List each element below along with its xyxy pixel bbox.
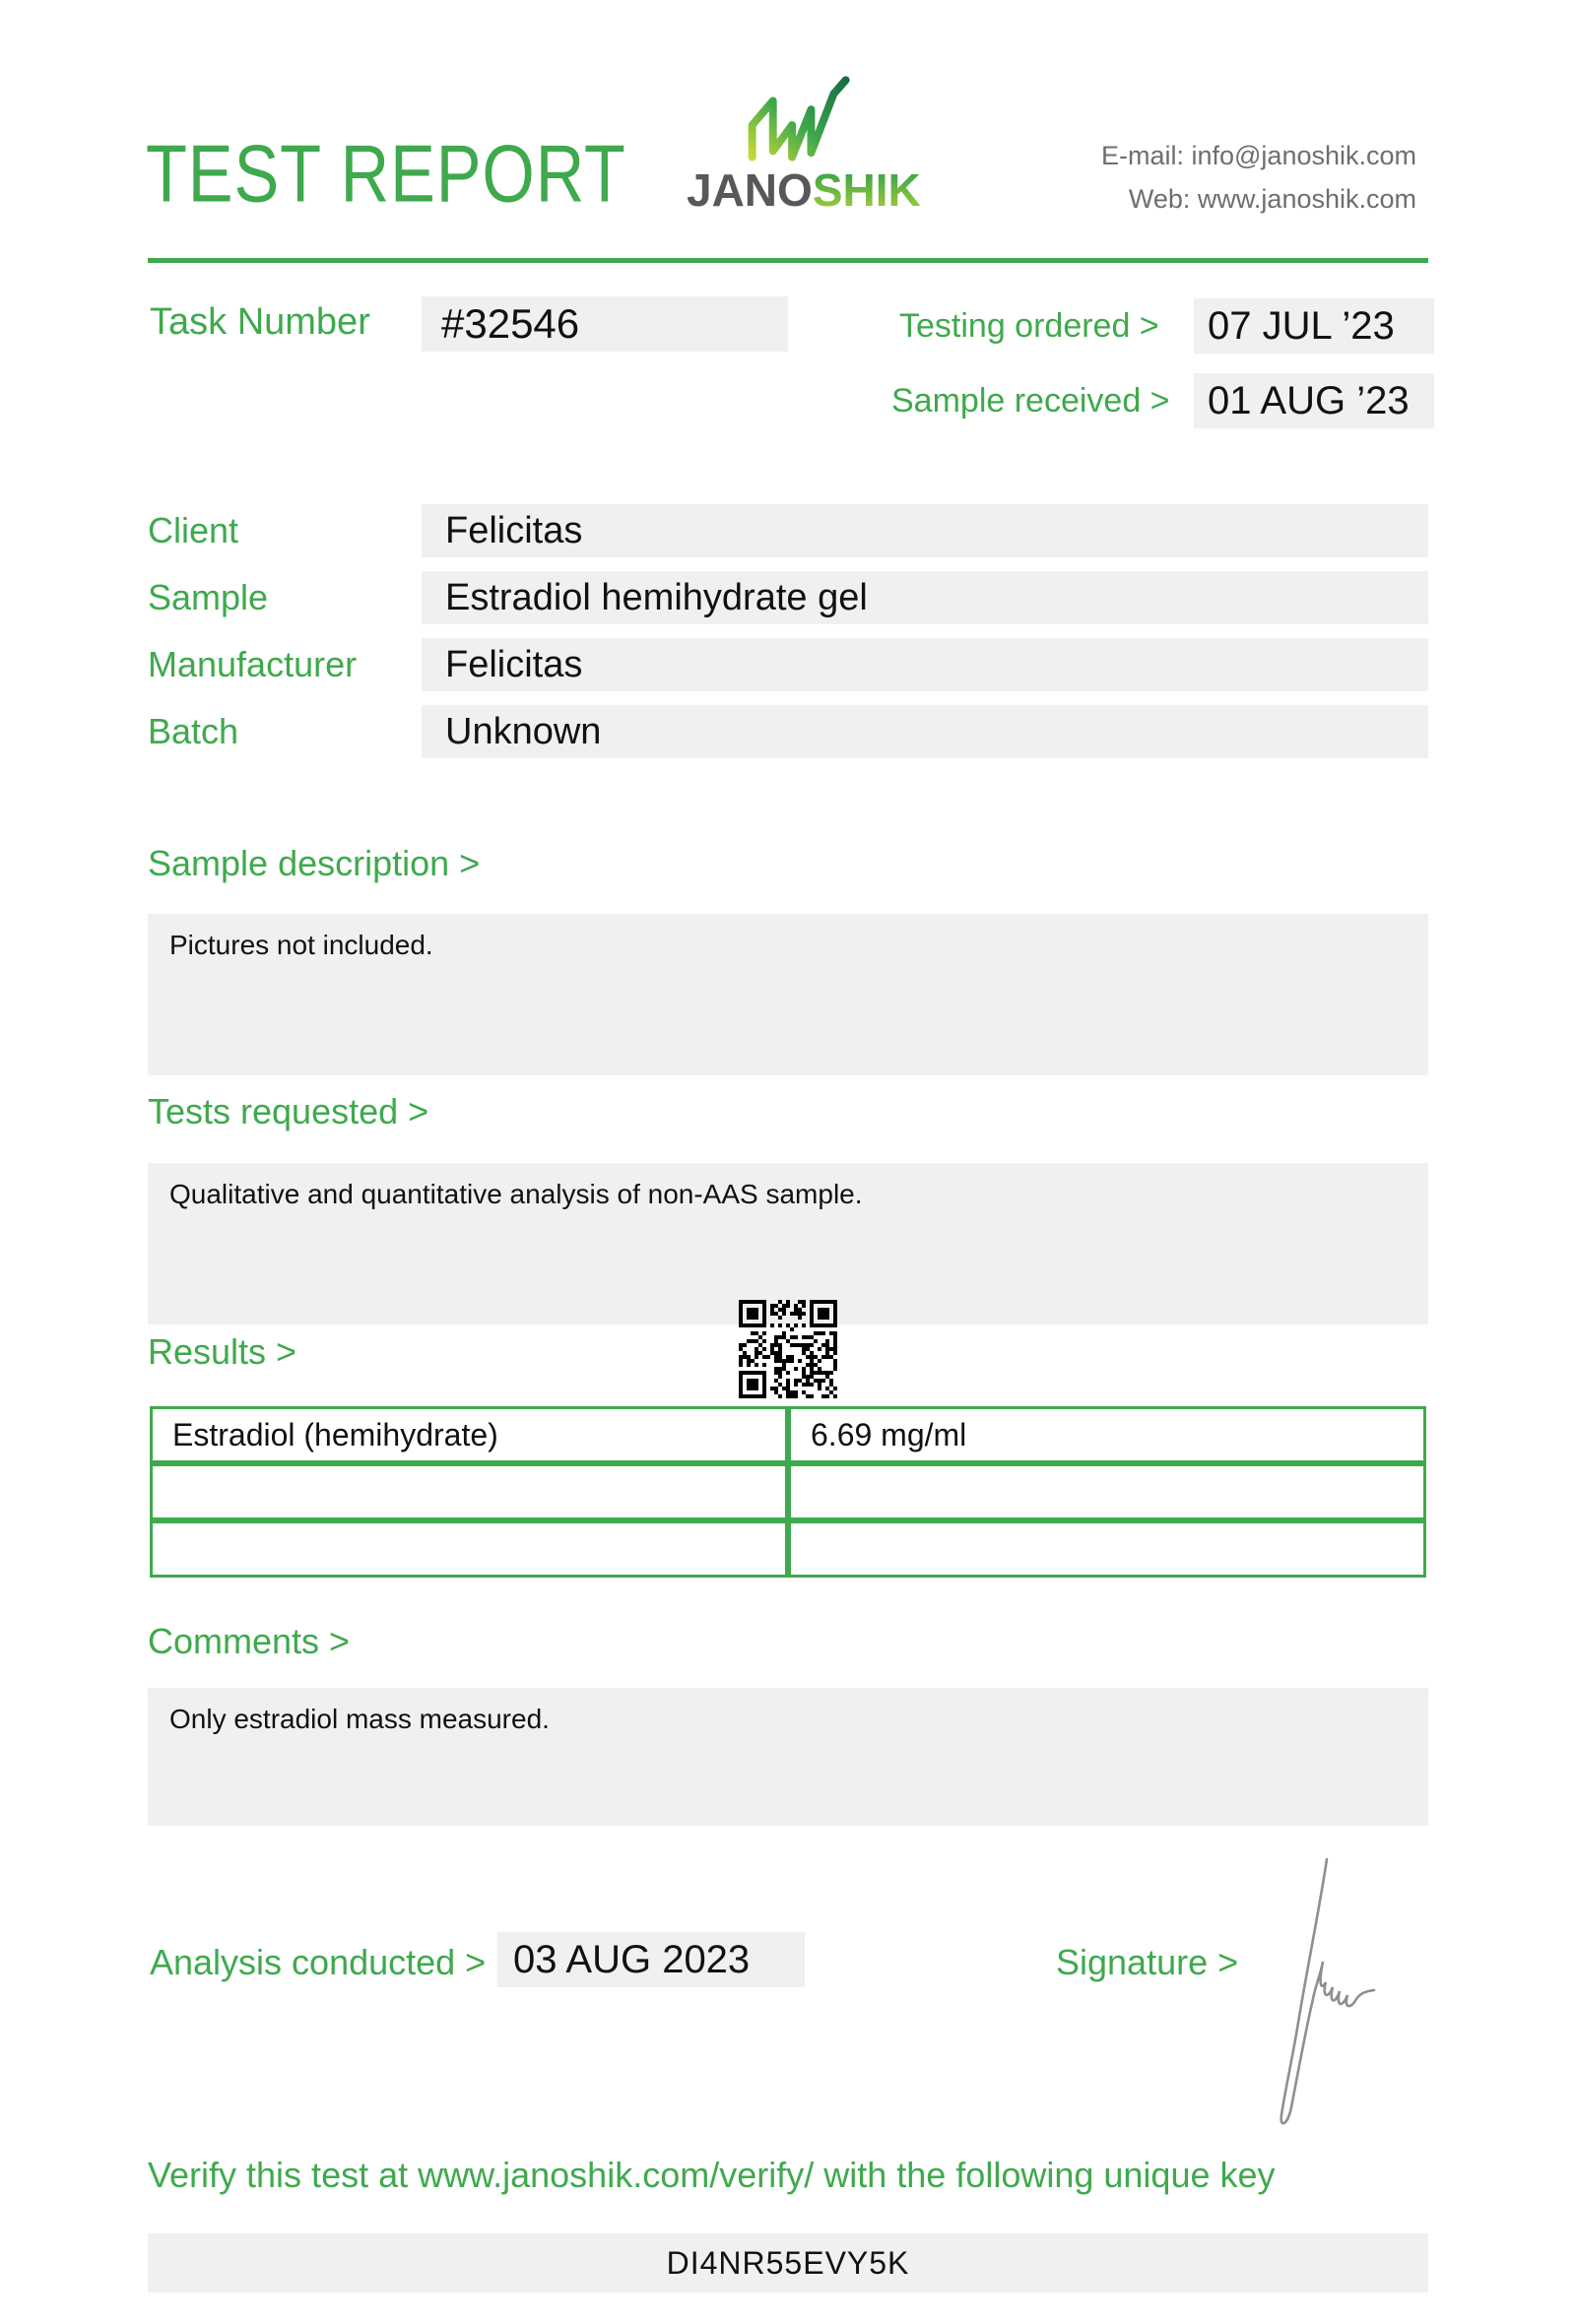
growth-chart-icon (737, 75, 863, 161)
client-label: Client (148, 510, 239, 550)
analysis-conducted-label: Analysis conducted > (150, 1942, 487, 1982)
analysis-date-box (497, 1932, 805, 1987)
client-value: Felicitas (422, 504, 1428, 557)
contact-info (1101, 134, 1416, 221)
testing-ordered-label: Testing ordered > (899, 307, 1159, 345)
verify-key-box (148, 2233, 1428, 2292)
email-value: info@janoshik.com (1191, 141, 1416, 170)
manufacturer-value: Felicitas (422, 638, 1428, 691)
field-row-client (148, 504, 1428, 557)
results-table (150, 1406, 1426, 1578)
janoshik-logo (687, 75, 921, 217)
result-analyte-empty2 (150, 1520, 788, 1578)
comments-box (148, 1688, 1428, 1826)
field-row-manufacturer (148, 638, 1428, 691)
logo-wordmark (687, 163, 921, 217)
comments-text: Only estradiol mass measured. (169, 1704, 550, 1734)
result-value: 6.69 mg/ml (788, 1406, 1426, 1463)
sample-info-fields (148, 504, 1428, 772)
sample-value: Estradiol hemihydrate gel (422, 571, 1428, 624)
sample-received-box (1194, 373, 1434, 428)
field-row-batch (148, 705, 1428, 758)
manufacturer-label: Manufacturer (148, 644, 358, 684)
web-label: Web: (1128, 184, 1191, 214)
sample-description-box (148, 914, 1428, 1075)
batch-value: Unknown (422, 705, 1428, 758)
results-row-2 (150, 1463, 1426, 1520)
logo-text-shik: SHIK (812, 164, 921, 216)
tests-requested-text: Qualitative and quantitative analysis of non-AAS sample. (169, 1179, 863, 1209)
signature (1266, 1851, 1389, 2137)
verify-instruction: Verify this test at www.janoshik.com/verify/ with the following unique key (148, 2155, 1276, 2195)
task-number-value: #32546 (441, 300, 580, 347)
contact-email-line (1101, 134, 1416, 177)
email-label: E-mail: (1100, 141, 1184, 170)
result-value-empty (788, 1463, 1426, 1520)
batch-label: Batch (148, 711, 239, 751)
comments-heading: Comments > (148, 1621, 351, 1661)
sample-description-text: Pictures not included. (169, 930, 433, 960)
result-value-empty2 (788, 1520, 1426, 1578)
testing-ordered-value: 07 JUL ’23 (1208, 304, 1395, 348)
header-divider (148, 258, 1428, 263)
contact-web-line (1101, 177, 1416, 221)
sample-label: Sample (148, 577, 269, 617)
testing-ordered-box (1194, 298, 1434, 354)
logo-text-jano: JANO (687, 164, 813, 216)
task-number-label: Task Number (150, 301, 370, 343)
sample-received-label: Sample received > (891, 382, 1170, 420)
results-heading: Results > (148, 1331, 297, 1372)
tests-requested-heading: Tests requested > (148, 1091, 429, 1131)
field-row-sample (148, 571, 1428, 624)
analysis-date-value: 03 AUG 2023 (513, 1938, 751, 1981)
page-title: TEST REPORT (146, 127, 626, 220)
web-value: www.janoshik.com (1197, 184, 1416, 214)
verify-key-value: DI4NR55EVY5K (666, 2245, 910, 2281)
signature-label: Signature > (1056, 1942, 1239, 1982)
result-analyte: Estradiol (hemihydrate) (150, 1406, 788, 1463)
result-analyte-empty (150, 1463, 788, 1520)
results-row-3 (150, 1520, 1426, 1578)
sample-description-heading: Sample description > (148, 843, 481, 883)
sample-received-value: 01 AUG ’23 (1208, 379, 1410, 422)
results-row-1 (150, 1406, 1426, 1463)
qr-code (739, 1300, 837, 1398)
task-number-box (422, 296, 788, 352)
